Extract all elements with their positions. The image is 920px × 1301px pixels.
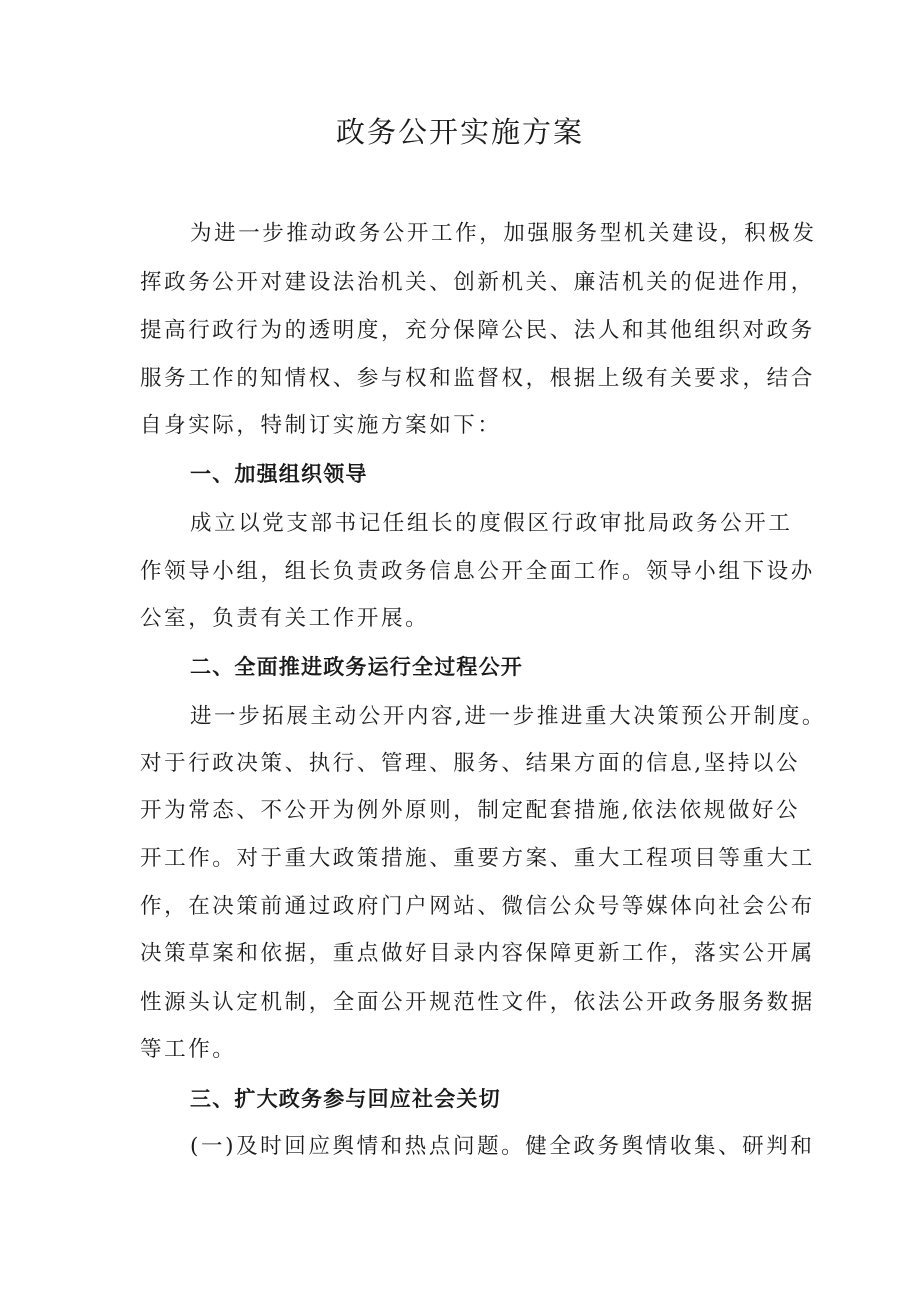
- section-heading-3: 三、扩大政务参与回应社会关切: [190, 1087, 501, 1111]
- paragraph-line: 对于行政决策、执行、管理、服务、结果方面的信息,坚持以公: [140, 751, 801, 776]
- paragraph-line: 决策草案和依据，重点做好目录内容保障更新工作，落实公开属: [140, 941, 815, 966]
- section-heading-1: 一、加强组织领导: [190, 462, 368, 486]
- paragraph-line: 开为常态、不公开为例外原则，制定配套措施,依法依规做好公: [140, 798, 801, 823]
- paragraph-line: 等工作。: [140, 1037, 237, 1062]
- paragraph-line: 公室，负责有关工作开展。: [140, 606, 430, 631]
- paragraph-line: 成立以党支部书记任组长的度假区行政审批局政务公开工: [190, 511, 793, 536]
- paragraph-line: 服务工作的知情权、参与权和监督权，根据上级有关要求，结合: [140, 366, 815, 391]
- paragraph-line: 作领导小组，组长负责政务信息公开全面工作。领导小组下设办: [140, 559, 815, 584]
- paragraph-line: 进一步拓展主动公开内容,进一步推进重大决策预公开制度。: [190, 704, 827, 729]
- paragraph-line: 作，在决策前通过政府门户网站、微信公众号等媒体向社会公布: [140, 894, 815, 919]
- paragraph-line: 性源头认定机制，全面公开规范性文件，依法公开政务服务数据: [140, 990, 815, 1015]
- section-heading-2: 二、全面推进政务运行全过程公开: [190, 655, 523, 679]
- document-title: 政务公开实施方案: [335, 115, 584, 149]
- paragraph-line: 挥政务公开对建设法治机关、创新机关、廉洁机关的促进作用，: [140, 270, 815, 295]
- paragraph-line: 提高行政行为的透明度，充分保障公民、法人和其他组织对政务: [140, 318, 815, 343]
- paragraph-line: (一)及时回应舆情和热点问题。健全政务舆情收集、研判和: [190, 1134, 815, 1159]
- paragraph-line: 开工作。对于重大政策措施、重要方案、重大工程项目等重大工: [140, 846, 815, 871]
- paragraph-line: 自身实际，特制订实施方案如下：: [140, 413, 502, 438]
- paragraph-line: 为进一步推动政务公开工作，加强服务型机关建设，积极发: [190, 221, 817, 246]
